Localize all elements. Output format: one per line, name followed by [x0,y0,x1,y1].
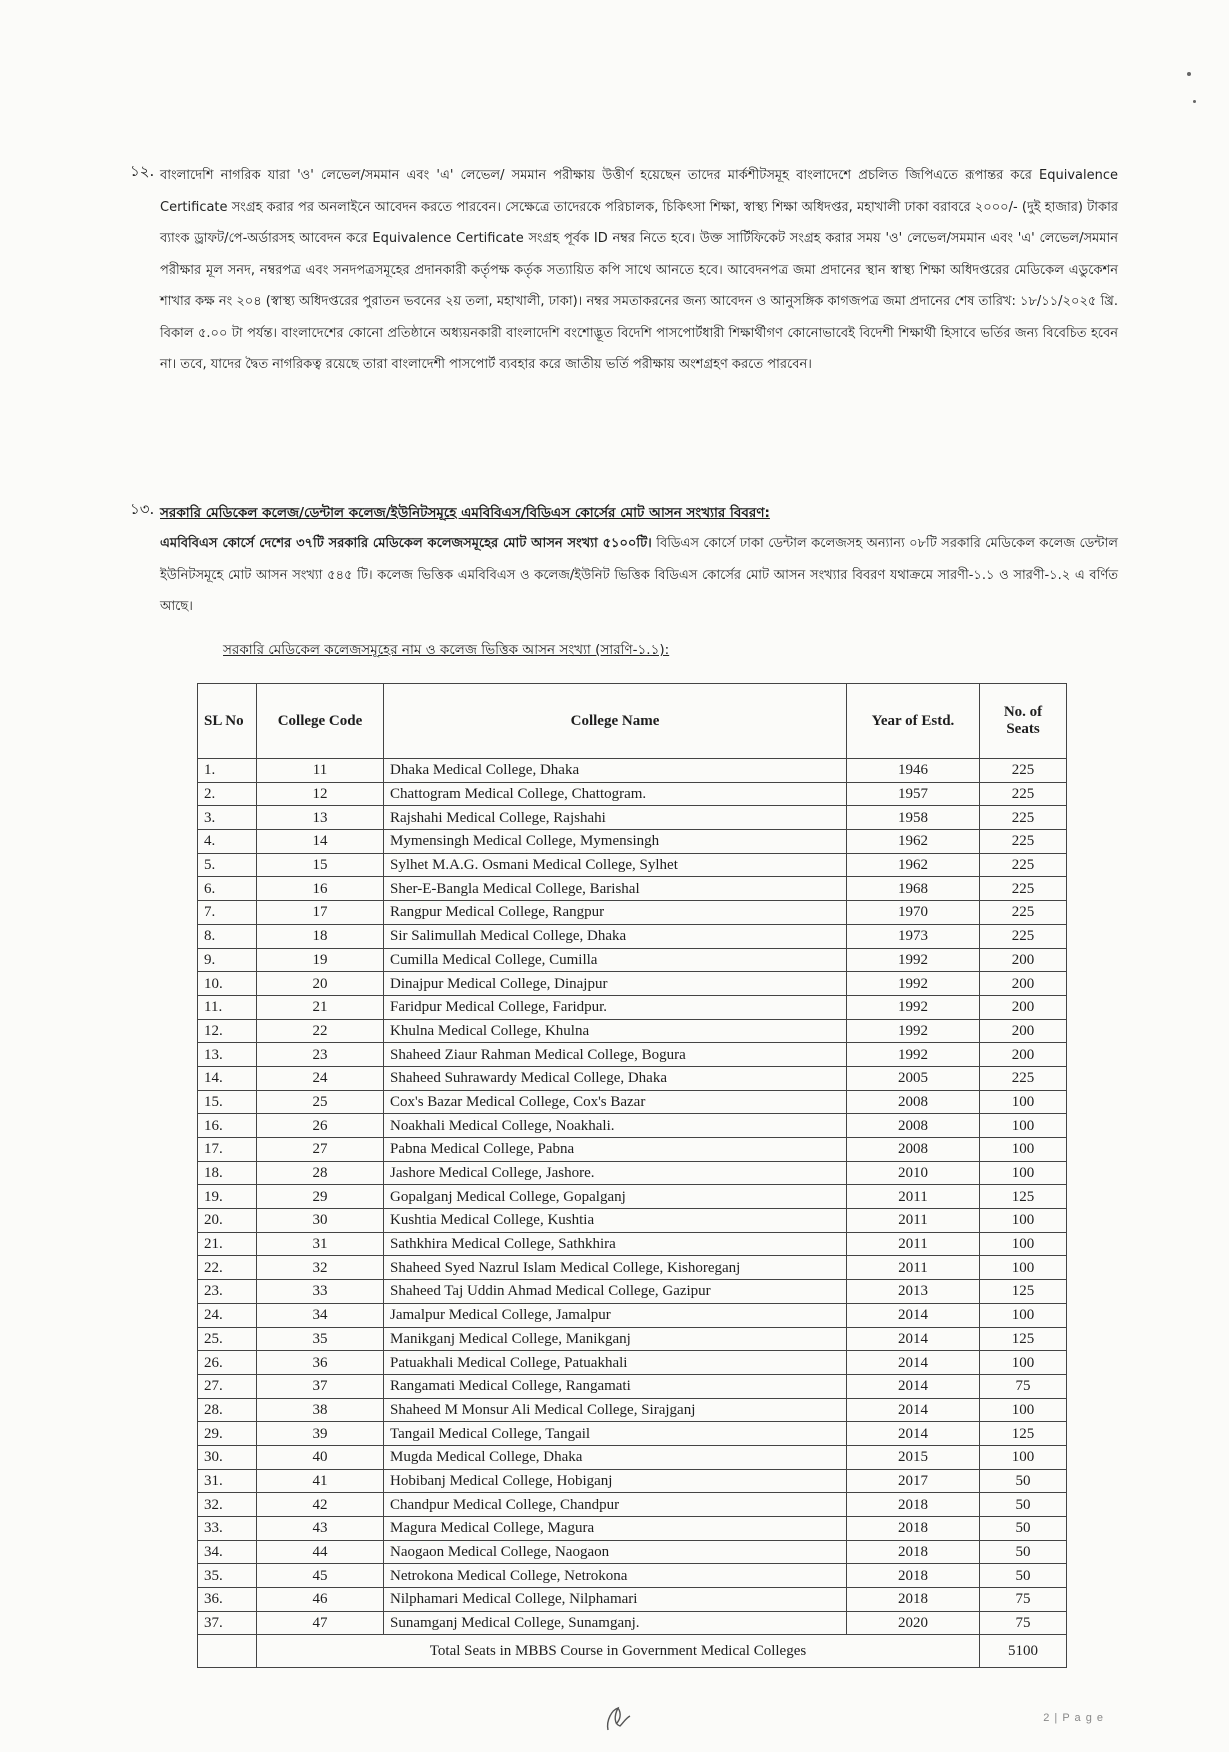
cell-college-code: 46 [257,1588,384,1612]
cell-college-code: 42 [257,1493,384,1517]
table-row [198,1232,1067,1256]
cell-seats: 225 [980,830,1067,854]
cell-college-name: Gopalganj Medical College, Gopalganj [384,1185,847,1209]
cell-college-name: Sunamganj Medical College, Sunamganj. [384,1611,847,1635]
cell-sl-no: 31. [198,1469,257,1493]
cell-year-estd: 1970 [847,901,980,925]
cell-college-name: Shaheed Ziaur Rahman Medical College, Bogura [384,1043,847,1067]
cell-sl-no: 24. [198,1303,257,1327]
cell-seats: 50 [980,1517,1067,1541]
cell-seats: 75 [980,1374,1067,1398]
cell-seats: 100 [980,1398,1067,1422]
cell-sl-no: 16. [198,1114,257,1138]
table-row [198,1374,1067,1398]
cell-college-code: 27 [257,1138,384,1162]
cell-year-estd: 2018 [847,1517,980,1541]
section-13-bold-text: এমবিবিএস কোর্সে দেশের ৩৭টি সরকারি মেডিকেল কলেজসমূহের মোট আসন সংখ্যা ৫১০০টি। [160,536,652,551]
cell-year-estd: 2017 [847,1469,980,1493]
header-college-code: College Code [257,684,384,759]
cell-year-estd: 1962 [847,853,980,877]
cell-seats: 100 [980,1445,1067,1469]
table-row [198,1114,1067,1138]
cell-year-estd: 2018 [847,1540,980,1564]
cell-seats: 225 [980,901,1067,925]
table-row [198,1019,1067,1043]
cell-year-estd: 1962 [847,830,980,854]
cell-year-estd: 2018 [847,1493,980,1517]
cell-college-name: Sathkhira Medical College, Sathkhira [384,1232,847,1256]
cell-year-estd: 2011 [847,1185,980,1209]
header-college-name: College Name [384,684,847,759]
cell-year-estd: 1992 [847,1019,980,1043]
cell-year-estd: 2014 [847,1303,980,1327]
cell-seats: 100 [980,1090,1067,1114]
table-row [198,1138,1067,1162]
scan-speck [1187,72,1191,76]
section-13-text [160,528,1118,623]
cell-seats: 75 [980,1588,1067,1612]
cell-college-name: Hobibanj Medical College, Hobiganj [384,1469,847,1493]
header-year-estd: Year of Estd. [847,684,980,759]
cell-seats: 200 [980,995,1067,1019]
cell-college-code: 15 [257,853,384,877]
cell-sl-no: 20. [198,1209,257,1233]
cell-year-estd: 2008 [847,1114,980,1138]
cell-sl-no: 7. [198,901,257,925]
cell-college-code: 16 [257,877,384,901]
cell-college-code: 36 [257,1351,384,1375]
cell-year-estd: 1992 [847,948,980,972]
cell-sl-no: 10. [198,972,257,996]
cell-seats: 100 [980,1138,1067,1162]
cell-college-code: 39 [257,1422,384,1446]
table-header-row [198,684,1067,759]
cell-college-name: Chattogram Medical College, Chattogram. [384,782,847,806]
cell-college-name: Kushtia Medical College, Kushtia [384,1209,847,1233]
cell-seats: 200 [980,972,1067,996]
table-row [198,1043,1067,1067]
cell-college-name: Manikganj Medical College, Manikganj [384,1327,847,1351]
cell-college-name: Tangail Medical College, Tangail [384,1422,847,1446]
cell-sl-no: 21. [198,1232,257,1256]
cell-sl-no: 29. [198,1422,257,1446]
table-row [198,1280,1067,1304]
cell-sl-no: 6. [198,877,257,901]
cell-college-code: 41 [257,1469,384,1493]
cell-seats: 100 [980,1161,1067,1185]
cell-year-estd: 2011 [847,1232,980,1256]
table-row [198,1517,1067,1541]
cell-college-name: Jamalpur Medical College, Jamalpur [384,1303,847,1327]
cell-seats: 100 [980,1256,1067,1280]
cell-sl-no: 26. [198,1351,257,1375]
cell-college-code: 14 [257,830,384,854]
cell-college-name: Cox's Bazar Medical College, Cox's Bazar [384,1090,847,1114]
cell-college-code: 24 [257,1066,384,1090]
section-13-title: সরকারি মেডিকেল কলেজ/ডেন্টাল কলেজ/ইউনিটসমূহে এমবিবিএস/বিডিএস কোর্সের মোট আসন সংখ্যার বিবরণ: [160,505,770,521]
cell-seats: 225 [980,782,1067,806]
table-row [198,1564,1067,1588]
cell-seats: 225 [980,853,1067,877]
cell-sl-no: 36. [198,1588,257,1612]
cell-seats: 225 [980,924,1067,948]
cell-college-code: 20 [257,972,384,996]
table-row [198,995,1067,1019]
cell-seats: 125 [980,1185,1067,1209]
cell-college-code: 30 [257,1209,384,1233]
total-value: 5100 [980,1635,1067,1668]
cell-year-estd: 2018 [847,1564,980,1588]
cell-seats: 100 [980,1303,1067,1327]
cell-college-name: Shaheed Taj Uddin Ahmad Medical College, Gazipur [384,1280,847,1304]
table-row [198,972,1067,996]
table-row [198,948,1067,972]
table-row [198,1493,1067,1517]
cell-college-code: 38 [257,1398,384,1422]
cell-college-code: 31 [257,1232,384,1256]
cell-college-name: Naogaon Medical College, Naogaon [384,1540,847,1564]
cell-college-code: 25 [257,1090,384,1114]
cell-sl-no: 5. [198,853,257,877]
cell-college-name: Pabna Medical College, Pabna [384,1138,847,1162]
cell-college-code: 33 [257,1280,384,1304]
cell-sl-no: 17. [198,1138,257,1162]
cell-seats: 225 [980,877,1067,901]
cell-sl-no: 30. [198,1445,257,1469]
cell-year-estd: 2011 [847,1256,980,1280]
table-row [198,806,1067,830]
total-label: Total Seats in MBBS Course in Government Medical Colleges [257,1635,980,1668]
table-row [198,782,1067,806]
page-number: 2 | P a g e [1043,1712,1104,1724]
cell-year-estd: 2014 [847,1422,980,1446]
cell-year-estd: 2005 [847,1066,980,1090]
section-number: ১৩. [130,500,155,518]
cell-seats: 50 [980,1493,1067,1517]
cell-year-estd: 2010 [847,1161,980,1185]
cell-college-code: 37 [257,1374,384,1398]
table-row [198,830,1067,854]
cell-year-estd: 2015 [847,1445,980,1469]
cell-college-name: Jashore Medical College, Jashore. [384,1161,847,1185]
cell-college-name: Netrokona Medical College, Netrokona [384,1564,847,1588]
cell-year-estd: 1968 [847,877,980,901]
seats-table [197,683,1067,1668]
cell-college-name: Rajshahi Medical College, Rajshahi [384,806,847,830]
cell-sl-no: 4. [198,830,257,854]
section-12 [130,160,1118,381]
cell-seats: 125 [980,1280,1067,1304]
cell-college-name: Nilphamari Medical College, Nilphamari [384,1588,847,1612]
cell-college-name: Cumilla Medical College, Cumilla [384,948,847,972]
cell-year-estd: 1957 [847,782,980,806]
cell-sl-no: 3. [198,806,257,830]
cell-college-name: Sher-E-Bangla Medical College, Barishal [384,877,847,901]
cell-seats: 50 [980,1540,1067,1564]
table-row [198,1256,1067,1280]
cell-sl-no: 25. [198,1327,257,1351]
cell-college-code: 34 [257,1303,384,1327]
cell-college-name: Rangamati Medical College, Rangamati [384,1374,847,1398]
cell-college-code: 29 [257,1185,384,1209]
cell-college-name: Rangpur Medical College, Rangpur [384,901,847,925]
cell-year-estd: 2018 [847,1588,980,1612]
total-empty-cell [198,1635,257,1668]
cell-sl-no: 14. [198,1066,257,1090]
cell-seats: 75 [980,1611,1067,1635]
cell-college-name: Noakhali Medical College, Noakhali. [384,1114,847,1138]
cell-college-code: 18 [257,924,384,948]
cell-sl-no: 23. [198,1280,257,1304]
cell-college-name: Khulna Medical College, Khulna [384,1019,847,1043]
section-number: ১২. [130,162,155,180]
cell-college-name: Mugda Medical College, Dhaka [384,1445,847,1469]
cell-sl-no: 12. [198,1019,257,1043]
cell-college-code: 22 [257,1019,384,1043]
table-row [198,1161,1067,1185]
cell-year-estd: 1946 [847,759,980,783]
cell-sl-no: 33. [198,1517,257,1541]
cell-college-code: 23 [257,1043,384,1067]
table-row [198,1185,1067,1209]
cell-college-code: 12 [257,782,384,806]
cell-college-name: Dinajpur Medical College, Dinajpur [384,972,847,996]
cell-sl-no: 1. [198,759,257,783]
cell-college-code: 35 [257,1327,384,1351]
cell-sl-no: 35. [198,1564,257,1588]
cell-college-code: 13 [257,806,384,830]
table-row [198,853,1067,877]
cell-seats: 200 [980,948,1067,972]
cell-year-estd: 2013 [847,1280,980,1304]
section-13 [130,498,1118,623]
table-row [198,1445,1067,1469]
cell-college-code: 32 [257,1256,384,1280]
cell-college-code: 21 [257,995,384,1019]
cell-college-code: 26 [257,1114,384,1138]
cell-sl-no: 32. [198,1493,257,1517]
table-row [198,1540,1067,1564]
table-row [198,1611,1067,1635]
cell-college-name: Sir Salimullah Medical College, Dhaka [384,924,847,948]
cell-college-name: Shaheed Syed Nazrul Islam Medical College, Kishoreganj [384,1256,847,1280]
table-row [198,1351,1067,1375]
cell-year-estd: 1973 [847,924,980,948]
table-row [198,1398,1067,1422]
cell-sl-no: 11. [198,995,257,1019]
cell-college-name: Dhaka Medical College, Dhaka [384,759,847,783]
cell-college-code: 28 [257,1161,384,1185]
cell-college-name: Sylhet M.A.G. Osmani Medical College, Sylhet [384,853,847,877]
cell-sl-no: 34. [198,1540,257,1564]
header-sl-no: SL No [198,684,257,759]
table-row [198,1422,1067,1446]
table-row [198,1090,1067,1114]
cell-seats: 225 [980,759,1067,783]
cell-year-estd: 2011 [847,1209,980,1233]
table-row [198,1327,1067,1351]
section-12-text: বাংলাদেশি নাগরিক যারা 'ও' লেভেল/সমমান এবং 'এ' লেভেল/ সমমান পরীক্ষায় উত্তীর্ণ হয়েছেন তাদের মার্কশীটসমূহ বাংলাদেশে প্রচলিত জিপিএতে রূপান্তর করে Equivalence Certificate সংগ্রহ করার পর অনলাইনে আবেদন করতে পারবেন। সেক্ষেত্রে তাদেরকে পরিচালক, চিকিৎসা শিক্ষা, স্বাস্থ্য শিক্ষা অধিদপ্তর, মহাখালী ঢাকা বরাবরে ২০০০/- (দুই হাজার) টাকার ব্যাংক ড্রাফট/পে-অর্ডারসহ আবেদন করে Equivalence Certificate সংগ্রহ পূর্বক ID নম্বর নিতে হবে। উক্ত সার্টিফিকেট সংগ্রহ করার সময় 'ও' লেভেল/সমমান এবং 'এ' লেভেল/সমমান পরীক্ষার মূল সনদ, নম্বরপত্র এবং সনদপত্রসমূহের প্রদানকারী কর্তৃপক্ষ কর্তৃক সত্যায়িত কপি সাথে আনতে হবে। আবেদনপত্র জমা প্রদানের স্থান স্বাস্থ্য শিক্ষা অধিদপ্তরের মেডিকেল এডুকেশন শাখার কক্ষ নং ২০৪ (স্বাস্থ্য অধিদপ্তরের পুরাতন ভবনের ২য় তলা, মহাখালী, ঢাকা)। নম্বর সমতাকরনের জন্য আবেদন ও আনুসঙ্গিক কাগজপত্র জমা প্রদানের শেষ তারিখ: ১৮/১১/২০২৫ খ্রি. বিকাল ৫.০০ টা পর্যন্ত। বাংলাদেশের কোনো প্রতিষ্ঠানে অধ্যয়নকারী বাংলাদেশি বংশোদ্ভূত বিদেশি পাসপোর্টধারী শিক্ষার্থীগণ কোনোভাবেই বিদেশী শিক্ষার্থী হিসাবে ভর্তির জন্য বিবেচিত হবেন না। তবে, যাদের দ্বৈত নাগরিকত্ব রয়েছে তারা বাংলাদেশী পাসপোর্ট ব্যবহার করে জাতীয় ভর্তি পরীক্ষায় অংশগ্রহণ করতে পারবেন। [160,168,1118,372]
cell-college-name: Shaheed M Monsur Ali Medical College, Sirajganj [384,1398,847,1422]
cell-year-estd: 2020 [847,1611,980,1635]
cell-year-estd: 2014 [847,1398,980,1422]
cell-college-code: 44 [257,1540,384,1564]
cell-sl-no: 27. [198,1374,257,1398]
cell-sl-no: 19. [198,1185,257,1209]
cell-college-name: Magura Medical College, Magura [384,1517,847,1541]
cell-sl-no: 2. [198,782,257,806]
table-row [198,1303,1067,1327]
cell-year-estd: 1992 [847,972,980,996]
cell-sl-no: 28. [198,1398,257,1422]
table-row [198,759,1067,783]
table-row [198,1209,1067,1233]
section-13-rest-text: বিডিএস কোর্সে ঢাকা ডেন্টাল কলেজসহ অন্যান্য ০৮টি সরকারি মেডিকেল কলেজ ডেন্টাল ইউনিটসমূহে মোট আসন সংখ্যা ৫৪৫ টি। কলেজ ভিত্তিক এমবিবিএস ও কলেজ/ইউনিট ভিত্তিক বিডিএস কোর্সের মোট আসন সংখ্যার বিবরণ যথাক্রমে সারণী-১.১ ও সারণী-১.২ এ বর্ণিত আছে। [160,536,1118,614]
cell-college-code: 19 [257,948,384,972]
scan-speck [1193,100,1196,103]
cell-seats: 200 [980,1043,1067,1067]
cell-college-code: 43 [257,1517,384,1541]
header-no-of-seats: No. of Seats [980,684,1067,759]
table-row [198,1469,1067,1493]
cell-year-estd: 2008 [847,1090,980,1114]
cell-seats: 125 [980,1327,1067,1351]
table-body [198,759,1067,1635]
cell-college-name: Faridpur Medical College, Faridpur. [384,995,847,1019]
cell-seats: 125 [980,1422,1067,1446]
cell-seats: 225 [980,1066,1067,1090]
cell-seats: 100 [980,1209,1067,1233]
cell-sl-no: 9. [198,948,257,972]
cell-year-estd: 2014 [847,1351,980,1375]
cell-seats: 100 [980,1232,1067,1256]
cell-sl-no: 18. [198,1161,257,1185]
cell-seats: 50 [980,1469,1067,1493]
cell-seats: 200 [980,1019,1067,1043]
cell-year-estd: 1992 [847,995,980,1019]
table-row [198,924,1067,948]
cell-college-code: 45 [257,1564,384,1588]
cell-year-estd: 2014 [847,1327,980,1351]
cell-college-name: Chandpur Medical College, Chandpur [384,1493,847,1517]
table-row [198,901,1067,925]
cell-year-estd: 1958 [847,806,980,830]
cell-college-code: 11 [257,759,384,783]
cell-year-estd: 1992 [847,1043,980,1067]
table-total-row [198,1635,1067,1668]
cell-sl-no: 15. [198,1090,257,1114]
cell-seats: 100 [980,1351,1067,1375]
table-row [198,1066,1067,1090]
cell-college-code: 47 [257,1611,384,1635]
cell-year-estd: 2008 [847,1138,980,1162]
cell-college-name: Shaheed Suhrawardy Medical College, Dhaka [384,1066,847,1090]
cell-seats: 225 [980,806,1067,830]
cell-sl-no: 22. [198,1256,257,1280]
cell-seats: 50 [980,1564,1067,1588]
initials-signature-icon [600,1700,636,1736]
cell-college-code: 17 [257,901,384,925]
cell-college-name: Patuakhali Medical College, Patuakhali [384,1351,847,1375]
cell-sl-no: 8. [198,924,257,948]
table-row [198,1588,1067,1612]
cell-year-estd: 2014 [847,1374,980,1398]
table-row [198,877,1067,901]
cell-college-name: Mymensingh Medical College, Mymensingh [384,830,847,854]
cell-seats: 100 [980,1114,1067,1138]
table-caption: সরকারি মেডিকেল কলেজসমূহের নাম ও কলেজ ভিত্তিক আসন সংখ্যা (সারণি-১.১): [223,642,670,658]
cell-sl-no: 13. [198,1043,257,1067]
cell-sl-no: 37. [198,1611,257,1635]
cell-college-code: 40 [257,1445,384,1469]
